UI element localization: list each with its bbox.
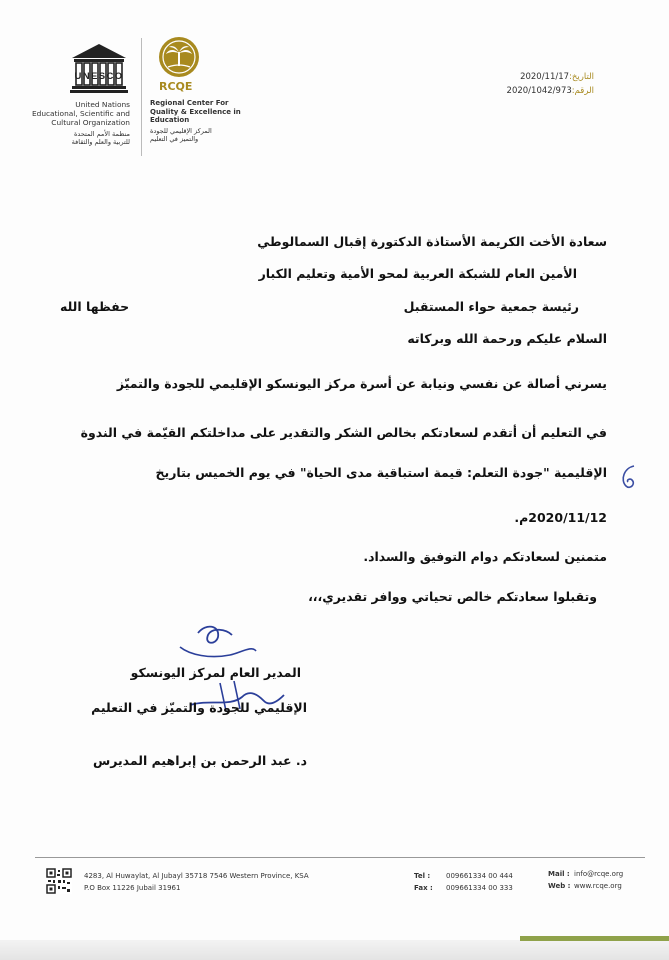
reference-number-line xyxy=(507,86,594,96)
qr-code-icon xyxy=(46,868,72,894)
date-value: 2020/11/17 xyxy=(520,72,570,82)
fax-number: 009661334 00 333 xyxy=(446,884,513,892)
closing-line: وتقبلوا سعادتكم خالص تحياتي ووافر تقديري،،، xyxy=(308,589,597,604)
unesco-arabic-name: منظمة الأمم المتحدة للتربية والعلم والثقافة xyxy=(71,130,130,146)
signatory-title-1: المدير العام لمركز اليونسكو xyxy=(130,665,301,680)
rcqe-logo xyxy=(158,36,200,78)
unesco-logo xyxy=(70,42,128,94)
header-divider xyxy=(141,38,142,156)
phone-number: 009661334 00 444 xyxy=(446,872,513,880)
recipient-line-3: رئيسة جمعية حواء المستقبل xyxy=(403,299,579,314)
website-link[interactable]: www.rcqe.org xyxy=(574,882,622,890)
signatory-title-2: الإقليمي للجودة والتميّز في التعليم xyxy=(91,700,307,715)
rcqe-name: RCQE xyxy=(159,80,193,93)
body-paragraph-line-2: في التعليم أن أتقدم لسعادتكم بخالص الشكر والتقدير على مداخلتكم القيّمة في الندوة xyxy=(80,425,607,440)
page-bottom-band xyxy=(0,940,669,960)
date-line xyxy=(520,72,594,82)
body-paragraph-line-1: يسرني أصالة عن نفسي ونيابة عن أسرة مركز اليونسكو الإقليمي للجودة والتميّز xyxy=(116,376,607,391)
ref-label: الرقم: xyxy=(571,86,594,96)
email-link[interactable]: info@rcqe.org xyxy=(574,870,624,878)
body-paragraph-line-3: الإقليمية "جودة التعلم: قيمة استباقية مدى الحياة" في يوم الخميس بتاريخ xyxy=(155,465,607,480)
footer-divider xyxy=(35,857,645,858)
wishes-line: متمنين لسعادتكم دوام التوفيق والسداد. xyxy=(363,549,607,564)
unesco-english-name: United Nations Educational, Scientific and Cultural Organization xyxy=(31,100,130,127)
date-label: التاريخ: xyxy=(569,72,594,82)
body-paragraph-line-4: 2020/11/12م. xyxy=(514,510,607,525)
footer-address: 4283, Al Huwaylat, Al Jubayl 35718 7546 Western Province, KSA P.O Box 11226 Jubail 31961 xyxy=(84,872,309,892)
margin-handwritten-mark xyxy=(618,462,640,492)
ref-value: 2020/1042/973 xyxy=(506,86,572,96)
signatory-name: د. عبد الرحمن بن إبراهيم المديرس xyxy=(92,753,307,768)
footer-contact: Mail : info@rcqe.org Web : www.rcqe.org xyxy=(548,870,624,890)
unesco-wordmark: UNESCO xyxy=(74,71,124,82)
footer-accent-bar xyxy=(520,936,669,941)
rcqe-arabic-name: المركز الإقليمي للجودة والتميز في التعليم xyxy=(150,127,212,143)
honorific: حفظها الله xyxy=(60,299,130,314)
recipient-line-1: سعادة الأخت الكريمة الأستاذة الدكتورة إقبال السمالوطي xyxy=(257,234,607,249)
footer-phone-fax: Tel : 009661334 00 444 Fax : 009661334 00 333 xyxy=(414,872,513,892)
rcqe-english-name: Regional Center For Quality & Excellence in Education xyxy=(150,99,241,125)
recipient-line-2: الأمين العام للشبكة العربية لمحو الأمية وتعليم الكبار xyxy=(258,266,577,281)
greeting: السلام عليكم ورحمة الله وبركاته xyxy=(407,331,607,346)
